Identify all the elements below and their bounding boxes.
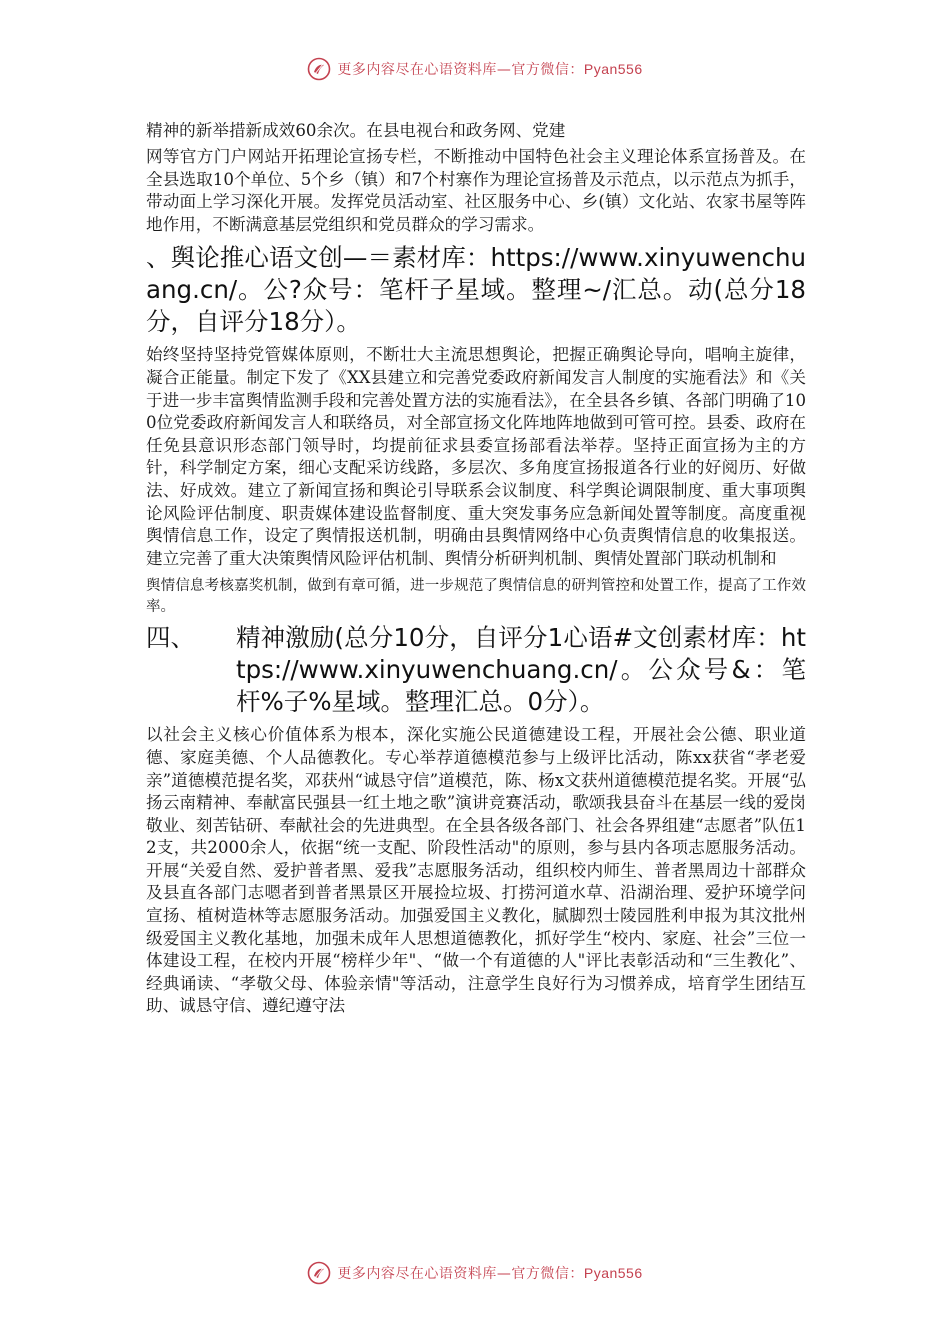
paragraph: 始终坚持坚持党管媒体原则，不断壮大主流思想舆论，把握正确舆论导向，唱响主旋律，凝合正能量。制定下发了《XX县建立和完善党委政府新闻发言人制度的实施看法》和《关于进一步丰富舆情监测手段和完善处置方法的实施看法》，在全县各乡镇、各部门明确了100位党委政府新闻发言人和联络员，对全部宣扬文化阵地阵地做到可管可控。县委、政府在任免县意识形态部门领导时，均提前征求县委宣扬部看法举荐。坚持正面宣扬为主的方针，科学制定方案，细心支配采访线路，多层次、多角度宣扬报道各行业的好阅历、好做法、好成效。建立了新闻宣扬和舆论引导联系会议制度、科学舆论调限制度、重大事项舆论风险评估制度、职责媒体建设监督制度、重大突发事务应急新闻处置等制度。高度重视舆情信息工作，设定了舆情报送机制，明确由县舆情网络中心负责舆情信息的收集报送。建立完善了重大决策舆情风险评估机制、舆情分析研判机制、舆情处置部门联动机制和: [146, 345, 806, 568]
section-heading-3: 、舆论推心语文创—＝素材库：https://www.xinyuwenchuang.cn/。公?众号：笔杆子星域。整理~/汇总。动(总分18分，自评分18分）。: [146, 243, 806, 337]
paragraph: 以社会主义核心价值体系为根本，深化实施公民道德建设工程，开展社会公德、职业道德、家庭美德、个人品德教化。专心举荐道德模范参与上级评比活动，陈xx获省“孝老爱亲”道德模范提名奖，邓获州“诚恳守信”道模范，陈、杨x文获州道德模范提名奖。开展“弘扬云南精神、奉献富民强县一红土地之歌”演讲竞赛活动，歌颂我县奋斗在基层一线的爱岗敬业、刻苦钻研、奉献社会的先进典型。在全县各级各部门、社会各界组建“志愿者”队伍12支，共2000余人，依据“统一支配、阶段性活动"的原则，参与县内各项志愿服务活动。开展“关爱自然、爱护普者黑、爱我”志愿服务活动，组织校内师生、普者黑周边十部群众及县直各部门志嗯者到普者黑景区开展捡垃圾、打捞河道水草、沿湖治理、爱护环境学问宣扬、植树造林等志愿服务活动。加强爱国主义教化，腻脚烈士陵园胜利申报为其汶批州级爱国主义教化基地，加强未成年人思想道德教化，抓好学生“校内、家庭、社会”三位一体建设工程，在校内开展“榜样少年"、“做一个有道德的人"评比表彰活动和“三生教化”、经典诵读、“孝敬父母、体验亲情"等活动，注意学生良好行为习惯养成，培育学生团结互助、诚恳守信、遵纪遵守法: [146, 725, 806, 1016]
paragraph-small: 舆情信息考核嘉奖机制，做到有章可循，进一步规范了舆情信息的研判管控和处置工作，提高了工作效率。: [146, 578, 806, 616]
logo-icon: [307, 1261, 331, 1285]
banner-text: 更多内容尽在心语资料库—官方微信：: [337, 1266, 584, 1282]
section-title: 精神激励(总分10分，自评分1心语#文创素材库：https://www.xinyuwenchuang.cn/。公众号&：笔杆%子%星域。整理汇总。0分）。: [236, 623, 806, 717]
paragraph: 网等官方门户网站开拓理论宣扬专栏，不断推动中国特色社会主义理论体系宣扬普及。在全县选取10个单位、5个乡（镇）和7个村寨作为理论宣扬普及示范点，以示范点为抓手，带动面上学习深化开展。发挥党员活动室、社区服务中心、乡(镇）文化站、农家书屋等阵地作用，不断满意基层党组织和党员群众的学习需求。: [146, 147, 806, 234]
banner-wechat-id: Pyan556: [583, 1265, 643, 1281]
section-number: 四、: [146, 623, 195, 653]
paragraph-line: 精神的新举措新成效60余次。在县电视台和政务网、党建: [146, 121, 566, 140]
logo-icon: [307, 57, 331, 81]
banner-text: 更多内容尽在心语资料库—官方微信：: [337, 62, 584, 78]
footer-banner: [0, 1256, 950, 1290]
document-body: [146, 120, 806, 1018]
header-banner: [0, 52, 950, 86]
section-heading-4: [146, 622, 806, 718]
banner-wechat-id: Pyan556: [583, 61, 643, 77]
